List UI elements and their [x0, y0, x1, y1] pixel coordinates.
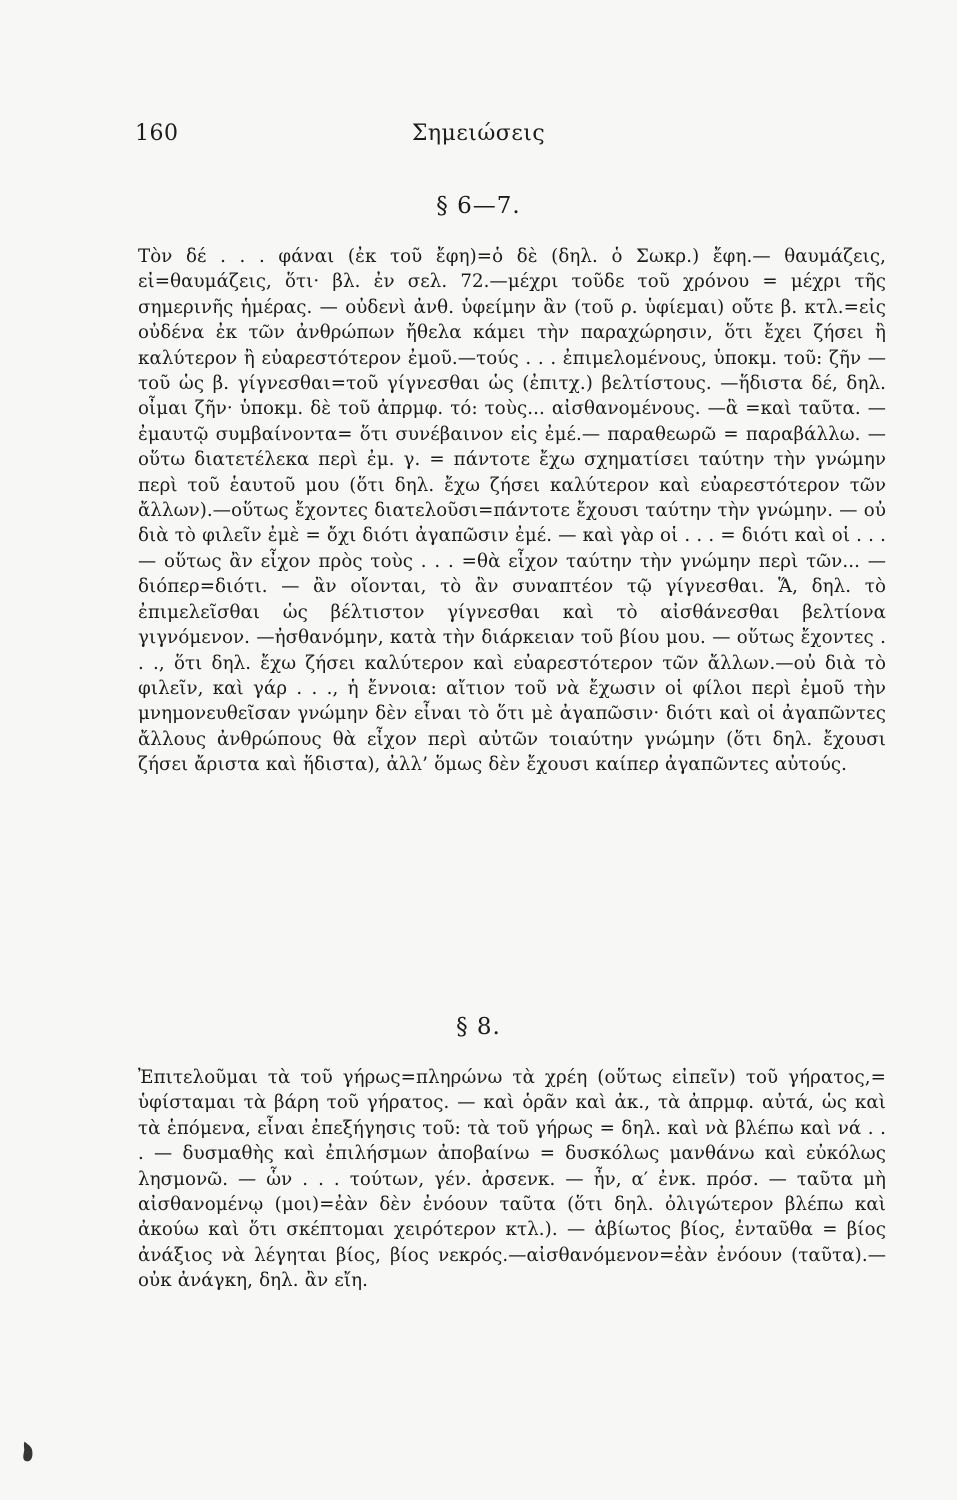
section-heading-8: § 8. [456, 1014, 501, 1040]
notes-paragraph-6-7: Τὸν δέ . . . φάναι (ἐκ τοῦ ἔφη)=ὁ δὲ (δηλ. ὁ Σωκρ.) ἔφη.— θαυμάζεις, εἰ=θαυμάζεις, ὅτι· βλ. ἐν σελ. 72.—μέχρι τοῦδε τοῦ χρόνου = μέχρι τῆς σημερινῆς ἡμέρας. — οὐδενὶ ἀνθ. ὑφείμην ἂν (τοῦ ρ. ὑφίεμαι) οὔτε β. κτλ.=εἰς οὐδένα ἐκ τῶν ἀνθρώπων ἤθελα κάμει τὴν παραχώρησιν, ὅτι ἔχει ζήσει ἢ καλύτερον ἢ εὐαρεστότερον ἐμοῦ.—τούς . . . ἐπιμελομένους, ὑποκμ. τοῦ: ζῆν —τοῦ ὡς β. γίγνεσθαι=τοῦ γίγνεσθαι ὡς (ἐπιτχ.) βελτίστους. —ἥδιστα δέ, δηλ. οἶμαι ζῆν· ὑποκμ. δὲ τοῦ ἀπρμφ. τό: τοὺς... αἰσθανομένους. —ἃ =καὶ ταῦτα. — ἐμαυτῷ συμβαίνοντα= ὅτι συνέβαινον εἰς ἐμέ.— παραθεωρῶ = παραβάλλω. — οὕτω διατετέλεκα περὶ ἐμ. γ. = πάντοτε ἔχω σχηματίσει ταύτην τὴν γνώμην περὶ τοῦ ἑαυτοῦ μου (ὅτι δηλ. ἔχω ζήσει καλύτερον καὶ εὐαρεστότερον τῶν ἄλλων).—οὕτως ἔχοντες διατελοῦσι=πάντοτε ἔχουσι ταύτην τὴν γνώμην. — οὐ διὰ τὸ φιλεῖν ἐμὲ = ὄχι διότι ἀγαπῶσιν ἐμέ. — καὶ γὰρ οἱ . . . = διότι καὶ οἱ . . . — οὕτως ἂν εἶχον πρὸς τοὺς . . . =θὰ εἶχον ταύτην τὴν γνώμην περὶ τῶν... — διόπερ=διότι. — ἂν οἴονται, τὸ ἂν συναπτέον τῷ γίγνεσθαι. Ἅ, δηλ. τὸ ἐπιμελεῖσθαι ὡς βέλτιστον γίγνεσθαι καὶ τὸ αἰσθάνεσθαι βελτίονα γιγνόμενον. —ἠσθανόμην, κατὰ τὴν διάρκειαν τοῦ βίου μου. — οὕτως ἔχοντες . . ., ὅτι δηλ. ἔχω ζήσει καλύτερον καὶ εὐαρεστότερον τῶν ἄλλων.—οὐ διὰ τὸ φιλεῖν, καὶ γάρ . . ., ἡ ἔννοια: αἴτιον τοῦ νὰ ἔχωσιν οἱ φίλοι περὶ ἐμοῦ τὴν μνημονευθεῖσαν γνώμην δὲν εἶναι τὸ ὅτι μὲ ἀγαπῶσιν· διότι καὶ οἱ ἀγαπῶντες ἄλλους ἀνθρώπους θὰ εἶχον περὶ αὐτῶν τοιαύτην γνώμην (ὅτι δηλ. ἔχουσι ζήσει ἄριστα καὶ ἥδιστα), ἀλλ’ ὅμως δὲν ἔχουσι καίπερ ἀγαπῶντες αὐτούς. [138, 246, 893, 776]
section-heading-6-7: § 6—7. [436, 193, 521, 219]
notes-paragraph-8: Ἐπιτελοῦμαι τὰ τοῦ γήρως=πληρώνω τὰ χρέη (οὕτως εἰπεῖν) τοῦ γήρατος,= ὑφίσταμαι τὰ βάρη τοῦ γήρατος. — καὶ ὁρᾶν καὶ ἀκ., τὰ ἀπρμφ. αὐτά, ὡς καὶ τὰ ἑπόμενα, εἶναι ἐπεξήγησις τοῦ: τὰ τοῦ γήρως = δηλ. καὶ νὰ βλέπω καὶ νά . . . — δυσμαθὴς καὶ ἐπιλήσμων ἀποβαίνω = δυσκόλως μανθάνω καὶ εὐκόλως λησμονῶ. — ὧν . . . τούτων, γέν. ἀρσενκ. — ἦν, α′ ἐνκ. πρόσ. — ταῦτα μὴ αἰσθανομένῳ (μοι)=ἐὰν δὲν ἐνόουν ταῦτα (ὅτι δηλ. ὀλιγώτερον βλέπω καὶ ἀκούω καὶ ὅτι σκέπτομαι χειρότερον κτλ.). — ἀβίωτος βίος, ἐνταῦθα = βίος ἀνάξιος νὰ λέγηται βίος, βίος νεκρός.—αἰσθανόμενον=ἐὰν ἐνόουν (ταῦτα).—οὐκ ἀνάγκη, δηλ. ἂν εἴη. [138, 1067, 893, 1292]
ink-mark-icon [18, 1439, 38, 1464]
running-head: Σημειώσεις [411, 121, 546, 146]
page-number: 160 [135, 121, 179, 146]
